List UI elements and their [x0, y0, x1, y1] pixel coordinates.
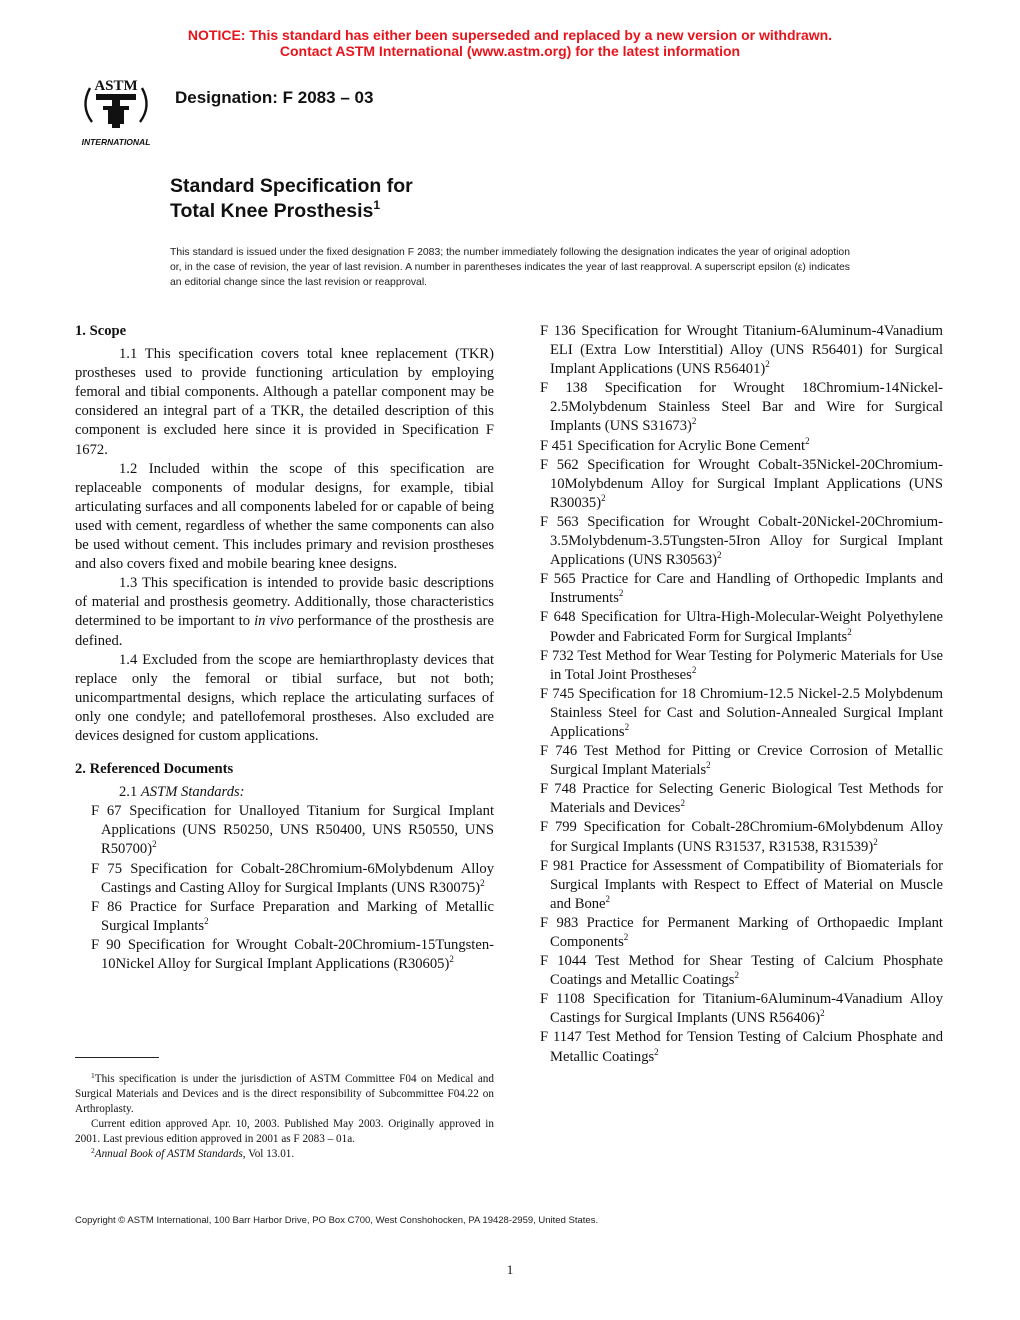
- reference-text: F 451 Specification for Acrylic Bone Cement: [540, 437, 806, 454]
- scope-para-1-1: 1.1 This specification covers total knee replacement (TKR) prostheses used to provide functioning articulation by employing femoral and tibial components. Although a patellar component may be considered an integral part of a TKR, the detailed description of this component is excluded here since it is provided in Specification F 1672.: [75, 346, 494, 458]
- footnote-2-emphasis: Annual Book of ASTM Standards: [94, 1148, 243, 1160]
- footnotes: [75, 1072, 494, 1162]
- logo-sub-text: INTERNATIONAL: [81, 137, 151, 147]
- footnote-1-text: This specification is under the jurisdiction of ASTM Committee F04 on Medical and Surgical Materials and Devices and is the direct responsibility of Subcommittee F04.22 on Arthroplasty.: [75, 1073, 494, 1115]
- reference-text: F 75 Specification for Cobalt-28Chromium-6Molybdenum Alloy Castings and Casting Alloy for Surgical Implants (UNS R30075): [91, 860, 494, 896]
- reference-footnote-mark: 2: [480, 877, 485, 888]
- title-footnote-mark: 1: [373, 198, 381, 212]
- reference-item: [540, 1028, 943, 1066]
- footnote-rule: [75, 1057, 159, 1058]
- scope-para-1-3-text: 1.3 This specification is intended to provide basic descriptions of material and prosthesis geometry. Additionally, those characteristics determined to be important to: [75, 575, 494, 630]
- reference-item: [91, 802, 494, 859]
- reference-item: [540, 570, 943, 608]
- scope-heading: 1. Scope: [75, 323, 127, 339]
- scope-para-1-3-emphasis: in vivo: [254, 613, 294, 630]
- reference-text: F 1147 Test Method for Tension Testing of Calcium Phosphate and Metallic Coatings: [540, 1029, 943, 1065]
- reference-footnote-mark: 2: [734, 970, 739, 981]
- footnote-1-mark: 1: [91, 1071, 95, 1080]
- reference-item: [540, 914, 943, 952]
- reference-item: [540, 437, 943, 456]
- reference-footnote-mark: 2: [624, 721, 630, 732]
- reference-text: F 648 Specification for Ultra-High-Molecular-Weight Polyethylene Powder and Fabricated Form for Surgical Implants: [540, 609, 943, 645]
- reference-item: [540, 780, 943, 818]
- reference-footnote-mark: 2: [618, 588, 624, 599]
- reference-text: F 138 Specification for Wrought 18Chromium-14Nickel-2.5Molybdenum Stainless Steel Bar and Wire for Surgical Implants (UNS S31673): [540, 380, 943, 435]
- reference-item: [540, 952, 943, 990]
- reference-item: [540, 685, 943, 742]
- scope-para-1-2: 1.2 Included within the scope of this specification are replaceable components of modular designs, for example, tibial articulating surfaces and all components labeled for or capable of being used with cement, regardless of whether the same components can also be used without cement. This includes primary and revision prostheses and also covers fixed and mobile bearing knee designs.: [75, 460, 494, 573]
- reference-text: F 983 Practice for Permanent Marking of Orthopaedic Implant Components: [540, 914, 943, 950]
- scope-para-1-3-text-end: performance of the prosthesis are defined.: [75, 613, 495, 649]
- reference-footnote-mark: 2: [204, 915, 209, 926]
- title-line-1: Standard Specification for: [170, 175, 413, 197]
- reference-footnote-mark: 2: [691, 664, 697, 675]
- reference-text: F 732 Test Method for Wear Testing for Polymeric Materials for Use in Total Joint Prostheses: [540, 647, 943, 683]
- reference-footnote-mark: 2: [805, 435, 810, 446]
- reference-text: F 1108 Specification for Titanium-6Aluminum-4Vanadium Alloy Castings for Surgical Implants (UNS R56406): [540, 991, 943, 1027]
- reference-footnote-mark: 2: [820, 1008, 825, 1019]
- footnote-1-continued: Current edition approved Apr. 10, 2003. Published May 2003. Originally approved in 2001. Last previous edition approved in 2001 as F 2083 – 01a.: [75, 1118, 494, 1145]
- reference-text: F 90 Specification for Wrought Cobalt-20Chromium-15Tungsten-10Nickel Alloy for Surgical Implant Applications (R30605): [91, 936, 494, 972]
- notice-line-1: NOTICE: This standard has either been superseded and replaced by a new version or withdrawn.: [187, 27, 833, 43]
- page-number: 1: [506, 1262, 514, 1277]
- reference-text: F 1044 Test Method for Shear Testing of Calcium Phosphate Coatings and Metallic Coatings: [540, 953, 943, 989]
- reference-footnote-mark: 2: [706, 760, 711, 771]
- astm-standards-subheading: [75, 783, 494, 802]
- reference-item: [540, 608, 943, 646]
- logo-mark-text: ASTM: [94, 78, 138, 94]
- reference-footnote-mark: 2: [601, 492, 606, 503]
- left-column: [75, 322, 494, 974]
- reference-item: [91, 860, 494, 898]
- referenced-heading: 2. Referenced Documents: [75, 761, 234, 778]
- footnote-2-mark: 2: [91, 1146, 95, 1155]
- reference-footnote-mark: 2: [717, 550, 722, 561]
- reference-text: F 565 Practice for Care and Handling of Orthopedic Implants and Instruments: [540, 571, 943, 607]
- reference-item: [540, 647, 943, 685]
- copyright: Copyright © ASTM International, 100 Barr Harbor Drive, PO Box C700, West Conshohocken, PA 19428-2959, United States.: [75, 1215, 599, 1226]
- reference-footnote-mark: 2: [449, 954, 454, 964]
- reference-footnote-mark: 2: [680, 798, 685, 809]
- reference-item: [540, 990, 943, 1028]
- notice-line-2: Contact ASTM International (www.astm.org) for the latest information: [279, 43, 741, 59]
- reference-footnote-mark: 2: [605, 893, 611, 904]
- astm-standards-label: ASTM Standards:: [140, 784, 245, 801]
- left-reference-list: [75, 802, 494, 974]
- reference-footnote-mark: 2: [873, 836, 878, 847]
- reference-footnote-mark: 2: [152, 839, 157, 850]
- reference-item: [540, 379, 943, 436]
- reference-item: [540, 513, 943, 570]
- reference-item: [540, 857, 943, 914]
- reference-text: F 745 Specification for 18 Chromium-12.5 Nickel-2.5 Molybdenum Stainless Steel for Cast and Solution-Annealed Surgical Implant Applications: [540, 685, 943, 740]
- reference-item: [540, 742, 943, 780]
- reference-footnote-mark: 2: [623, 932, 629, 942]
- designation: Designation: F 2083 – 03: [175, 88, 374, 107]
- document-title: [170, 174, 413, 224]
- right-column: [540, 322, 943, 1067]
- reference-item: [91, 898, 494, 936]
- astm-international-logo: [70, 66, 162, 152]
- reference-item: [540, 456, 943, 513]
- reference-item: [540, 322, 943, 379]
- issue-note: This standard is issued under the fixed designation F 2083; the number immediately following the designation indicates the year of original adoption or, in the case of revision, the year of last revision. A number in parentheses indicates the year of last reapproval. A superscript epsilon (ε) indicates an editorial change since the last revision or reapproval.: [170, 247, 850, 288]
- reference-text: F 562 Specification for Wrought Cobalt-35Nickel-20Chromium-10Molybdenum Alloy for Surgical Implant Applications (UNS R30035): [540, 456, 943, 511]
- reference-text: F 136 Specification for Wrought Titanium-6Aluminum-4Vanadium ELI (Extra Low Interstitial) Alloy (UNS R56401) for Surgical Implant Applications (UNS R56401): [540, 323, 943, 378]
- reference-text: F 746 Test Method for Pitting or Crevice Corrosion of Metallic Surgical Implant Materials: [540, 743, 943, 779]
- scope-para-1-3: [75, 574, 494, 650]
- reference-text: F 981 Practice for Assessment of Compatibility of Biomaterials for Surgical Implants with Respect to Effect of Material on Muscle and Bone: [540, 857, 943, 912]
- reference-text: F 563 Specification for Wrought Cobalt-20Nickel-20Chromium-3.5Molybdenum-3.5Tungsten-5Iron Alloy for Surgical Implant Applications (UNS R30563): [540, 513, 943, 569]
- reference-text: F 748 Practice for Selecting Generic Biological Test Methods for Materials and Devices: [540, 781, 943, 817]
- reference-text: F 86 Practice for Surface Preparation and Marking of Metallic Surgical Implants: [91, 898, 494, 934]
- reference-footnote-mark: 2: [765, 359, 770, 370]
- scope-para-1-4: 1.4 Excluded from the scope are hemiarthroplasty devices that replace only the femoral or tibial surface, but not both; unicompartmental designs, which replace the articulating surfaces of only one condyle; and patellofemoral prostheses. Also excluded are devices designed for custom applications.: [75, 651, 494, 744]
- right-reference-list: [540, 322, 943, 1067]
- reference-text: F 799 Specification for Cobalt-28Chromium-6Molybdenum Alloy for Surgical Implants (UNS R31537, R31538, R31539): [540, 819, 943, 855]
- reference-text: F 67 Specification for Unalloyed Titanium for Surgical Implant Applications (UNS R50250, UNS R50400, UNS R50550, UNS R50700): [91, 803, 494, 858]
- astm-standards-num: 2.1: [119, 784, 141, 801]
- footnote-1: [75, 1072, 494, 1117]
- reference-footnote-mark: 2: [654, 1046, 659, 1057]
- reference-item: [540, 818, 943, 856]
- reference-footnote-mark: 2: [691, 416, 697, 427]
- title-line-2: Total Knee Prosthesis: [170, 200, 374, 222]
- footnote-2-text: , Vol 13.01.: [242, 1148, 295, 1160]
- reference-footnote-mark: 2: [847, 626, 852, 637]
- reference-item: [91, 936, 494, 974]
- footnote-2: [75, 1147, 494, 1162]
